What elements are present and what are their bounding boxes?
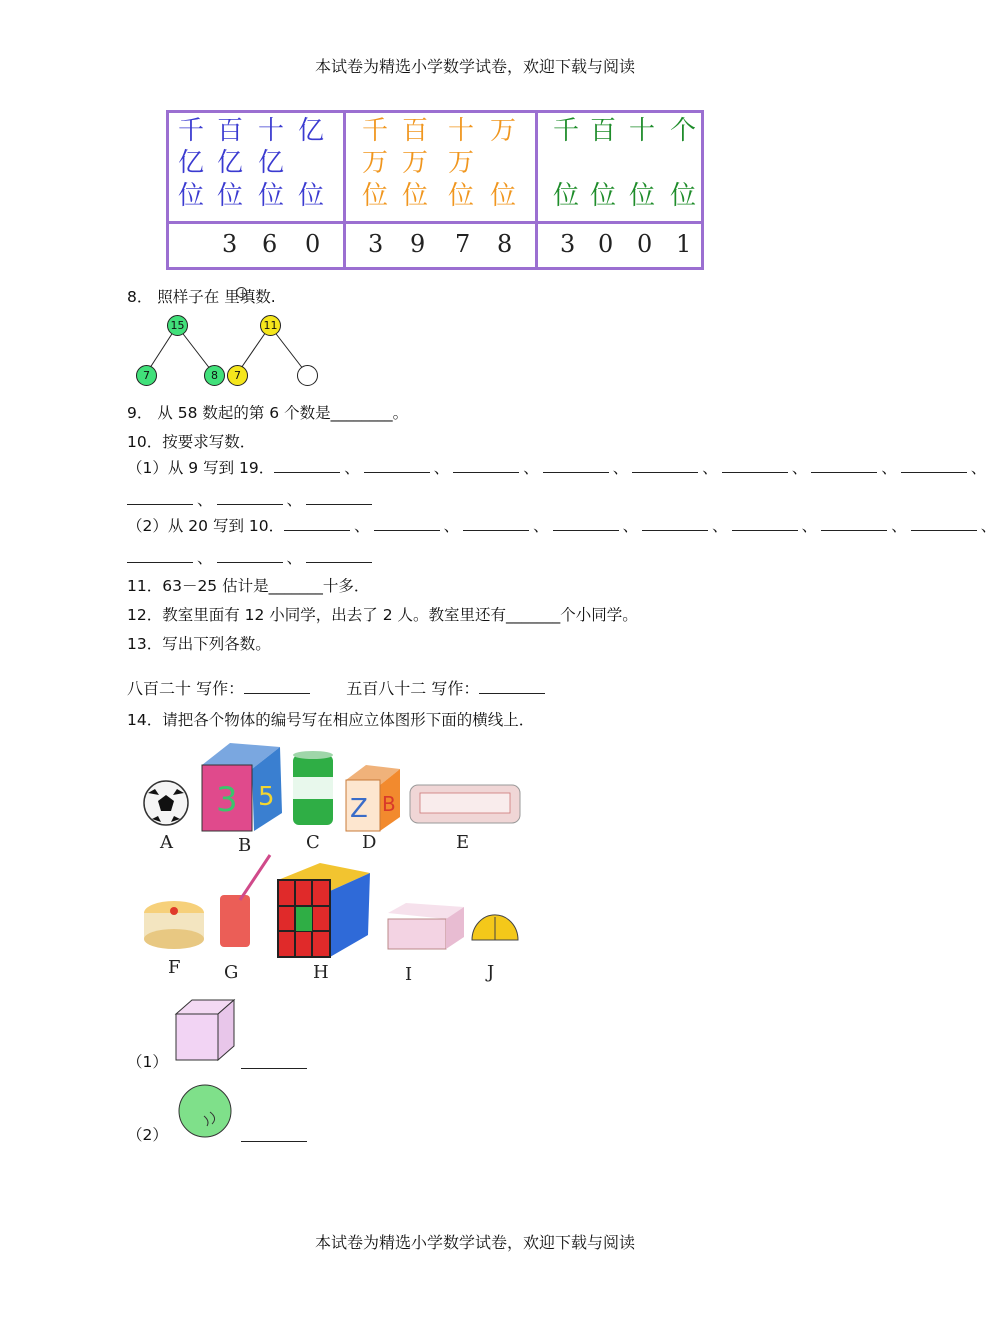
- tree2-left-node: 7: [227, 365, 248, 386]
- place-name-char: 百: [590, 116, 617, 146]
- place-name-char: 位: [258, 181, 285, 211]
- answer-blank[interactable]: [244, 679, 310, 694]
- place-name-char: 千: [178, 116, 205, 146]
- q10-title: 10．按要求写数．: [127, 433, 256, 451]
- separator: 、: [881, 459, 897, 477]
- place-name-char: 位: [217, 181, 244, 211]
- separator: 、: [801, 517, 818, 535]
- answer-blank[interactable]: [732, 516, 798, 531]
- objects-picture: [130, 735, 540, 995]
- separator: 、: [197, 549, 213, 567]
- q13-b-label: 五百八十二 写作：: [346, 679, 480, 698]
- divider: [169, 221, 701, 224]
- q13-title: 13．写出下列各数。: [127, 635, 271, 653]
- place-name-char: 万: [402, 148, 429, 178]
- place-name-char: 个: [670, 116, 697, 146]
- answer-blank[interactable]: [543, 458, 609, 473]
- place-value-digit: 1: [676, 230, 692, 258]
- separator: 、: [791, 459, 808, 477]
- answer-blank[interactable]: [901, 458, 967, 473]
- answer-blank[interactable]: [453, 458, 519, 473]
- answer-blank[interactable]: [811, 458, 877, 473]
- svg-text:Z: Z: [350, 794, 368, 824]
- place-name-char: 十: [448, 116, 475, 146]
- q10-part2-label: （2）从 20 写到 10．: [127, 517, 285, 535]
- blank-row[interactable]: [274, 459, 990, 477]
- place-name-char: 亿: [178, 148, 205, 178]
- tree1-left-node: 7: [136, 365, 157, 386]
- place-name-char: 万: [448, 148, 475, 178]
- separator: 、: [891, 517, 907, 535]
- page-header: 本试卷为精选小学数学试卷，欢迎下载与阅读: [314, 57, 635, 76]
- place-name-char: 位: [298, 181, 325, 211]
- cake-icon: [144, 901, 204, 949]
- tissue-box-icon: [388, 903, 464, 949]
- toy-cube-icon: [202, 743, 282, 831]
- answer-blank[interactable]: [632, 458, 698, 473]
- answer-blank[interactable]: [821, 516, 887, 531]
- soccer-ball-icon: [144, 781, 188, 825]
- answer-blank[interactable]: [306, 548, 372, 563]
- sphere-icon: [176, 1082, 236, 1142]
- pencil-box-icon: [410, 785, 520, 823]
- svg-text:3: 3: [216, 780, 238, 820]
- separator: 、: [344, 459, 360, 477]
- q10-part2-cont[interactable]: [127, 546, 372, 568]
- place-name-char: 位: [448, 181, 475, 211]
- place-name-char: 百: [217, 116, 244, 146]
- place-name-char: 万: [490, 116, 517, 146]
- separator: 、: [433, 459, 450, 477]
- q8-text: 8． 照样子在 里填数.: [127, 288, 276, 306]
- q14-part1-label: （1）: [127, 1053, 168, 1071]
- place-name-char: 位: [590, 181, 617, 211]
- answer-blank[interactable]: [364, 458, 430, 473]
- place-value-digit: 6: [262, 230, 278, 258]
- separator: 、: [286, 491, 303, 509]
- place-value-digit: 7: [455, 230, 471, 258]
- tree2-right-blank-node[interactable]: [297, 365, 318, 386]
- soda-can-icon: [293, 751, 333, 825]
- svg-text:5: 5: [258, 782, 275, 812]
- place-value-digit: 8: [497, 230, 513, 258]
- separator: 、: [712, 517, 728, 535]
- place-name-char: 亿: [298, 116, 325, 146]
- object-label: H: [313, 962, 329, 983]
- answer-blank[interactable]: [241, 1127, 307, 1142]
- object-label: E: [456, 832, 470, 853]
- answer-blank[interactable]: [553, 516, 619, 531]
- q9-text: 9． 从 58 数起的第 6 个数是________。: [127, 404, 409, 422]
- q14-part2-label: （2）: [127, 1126, 168, 1144]
- separator: 、: [286, 549, 303, 567]
- answer-blank[interactable]: [217, 490, 283, 505]
- object-label: D: [362, 832, 377, 853]
- tree1-right-node: 8: [204, 365, 225, 386]
- place-name-char: 位: [178, 181, 205, 211]
- answer-blank[interactable]: [217, 548, 283, 563]
- svg-text:B: B: [382, 792, 396, 816]
- blank-circle-icon: [236, 287, 247, 298]
- answer-blank[interactable]: [284, 516, 350, 531]
- separator: 、: [533, 517, 549, 535]
- separator: 、: [970, 459, 987, 477]
- place-name-char: 位: [629, 181, 656, 211]
- q13-a-label: 八百二十 写作：: [127, 679, 245, 698]
- separator: 、: [354, 517, 370, 535]
- place-value-digit: 0: [598, 230, 614, 258]
- object-label: I: [405, 964, 413, 985]
- separator: 、: [980, 517, 997, 535]
- q10-part1: [127, 456, 990, 478]
- place-name-char: 位: [670, 181, 697, 211]
- place-name-char: 百: [402, 116, 429, 146]
- place-name-char: 位: [362, 181, 389, 211]
- place-name-char: 十: [258, 116, 285, 146]
- place-name-char: 万: [362, 148, 389, 178]
- place-name-char: 亿: [217, 148, 244, 178]
- juice-glass-icon: [220, 855, 270, 947]
- tree1-top-node: 15: [167, 315, 188, 336]
- place-value-digit: 3: [560, 230, 576, 258]
- place-name-char: 位: [490, 181, 517, 211]
- place-name-char: 亿: [258, 148, 285, 178]
- answer-blank[interactable]: [479, 679, 545, 694]
- blank-row[interactable]: [284, 517, 1000, 535]
- cube-icon: [170, 996, 242, 1066]
- object-label: G: [224, 962, 239, 983]
- place-value-digit: 0: [637, 230, 653, 258]
- place-value-digit: 3: [368, 230, 384, 258]
- answer-blank[interactable]: [374, 516, 440, 531]
- place-value-digit: 9: [410, 230, 426, 258]
- object-label: C: [306, 832, 320, 853]
- separator: 、: [443, 517, 460, 535]
- place-name-char: 千: [362, 116, 389, 146]
- answer-blank[interactable]: [241, 1054, 307, 1069]
- object-label: F: [168, 957, 181, 978]
- divider: [535, 113, 538, 267]
- answer-blank[interactable]: [127, 490, 193, 505]
- answer-blank[interactable]: [722, 458, 788, 473]
- q12-text: 12．教室里面有 12 小同学，出去了 2 人。教室里还有_______个小同学。: [127, 606, 638, 624]
- q10-part2: [127, 514, 1000, 536]
- place-value-table: [166, 110, 704, 270]
- answer-blank[interactable]: [463, 516, 529, 531]
- place-value-digit: 0: [305, 230, 321, 258]
- answer-blank[interactable]: [911, 516, 977, 531]
- tree2-top-node: 11: [260, 315, 281, 336]
- place-name-char: 位: [553, 181, 580, 211]
- separator: 、: [612, 459, 629, 477]
- separator: 、: [197, 491, 213, 509]
- place-value-digit: 3: [222, 230, 238, 258]
- helmet-icon: [472, 915, 518, 940]
- rubiks-cube-icon: [278, 863, 370, 957]
- separator: 、: [523, 459, 539, 477]
- answer-blank[interactable]: [127, 548, 193, 563]
- answer-blank[interactable]: [306, 490, 372, 505]
- q10-part1-cont[interactable]: [127, 488, 372, 510]
- place-name-char: 十: [629, 116, 656, 146]
- letter-block-icon: [346, 765, 400, 831]
- q13-answers: [127, 676, 545, 699]
- object-label: A: [160, 832, 173, 853]
- page-footer: 本试卷为精选小学数学试卷，欢迎下载与阅读: [314, 1233, 635, 1252]
- q14-title: 14．请把各个物体的编号写在相应立体图形下面的横线上．: [127, 711, 535, 729]
- divider: [343, 113, 346, 267]
- object-label: J: [487, 962, 495, 983]
- place-name-char: 千: [553, 116, 580, 146]
- q11-text: 11．63－25 估计是_______十多．: [127, 577, 370, 595]
- q10-part1-label: （1）从 9 写到 19．: [127, 459, 275, 477]
- answer-blank[interactable]: [274, 458, 340, 473]
- place-name-char: 位: [402, 181, 429, 211]
- object-label: B: [238, 835, 252, 856]
- separator: 、: [622, 517, 639, 535]
- separator: 、: [702, 459, 718, 477]
- answer-blank[interactable]: [642, 516, 708, 531]
